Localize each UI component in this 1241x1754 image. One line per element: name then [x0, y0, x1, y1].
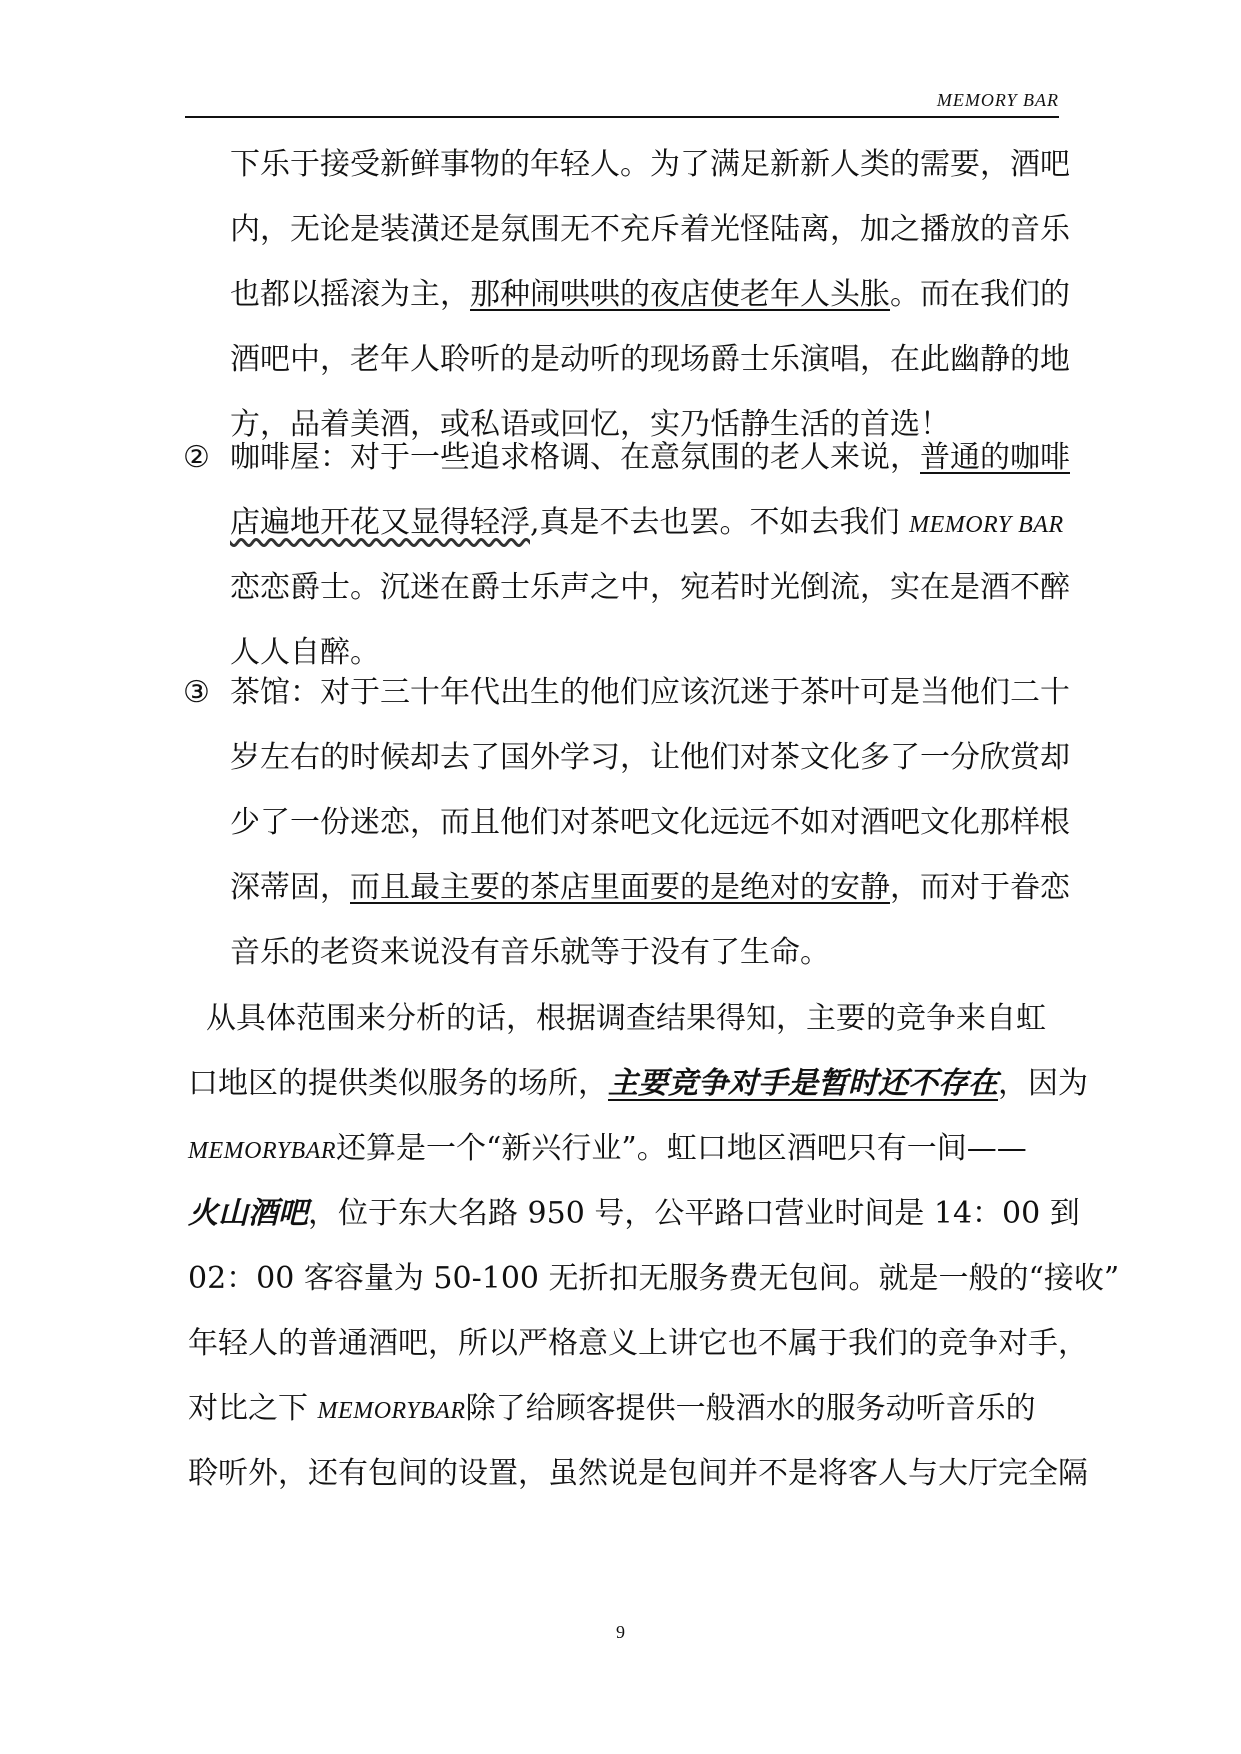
text-line: 从具体范围来分析的话，根据调查结果得知，主要的竞争来自虹	[206, 1001, 1046, 1036]
header-title: MEMORY BAR	[936, 90, 1059, 110]
text-line: 对比之下 MEMORYBAR除了给顾客提供一般酒水的服务动听音乐的	[188, 1391, 1036, 1426]
text-line: MEMORYBAR还算是一个“新兴行业”。虹口地区酒吧只有一间——	[188, 1131, 1027, 1166]
text-line: 也都以摇滚为主，那种闹哄哄的夜店使老年人头胀。而在我们的	[230, 277, 1070, 312]
brand-name: MEMORYBAR	[188, 1138, 337, 1164]
text-line: 岁左右的时候却去了国外学习，让他们对茶文化多了一分欣赏却	[230, 740, 1070, 775]
page-number: 9	[616, 1622, 625, 1642]
underlined-phrase: 普通的咖啡	[920, 440, 1070, 475]
text-line: 口地区的提供类似服务的场所，主要竞争对手是暂时还不存在，因为	[188, 1066, 1088, 1101]
text-line: 人人自醉。	[230, 635, 380, 670]
text-line: 内，无论是装潢还是氛围无不充斥着光怪陆离，加之播放的音乐	[230, 212, 1070, 247]
bar-name: 火山酒吧	[188, 1196, 308, 1231]
text-line: 酒吧中，老年人聆听的是动听的现场爵士乐演唱，在此幽静的地	[230, 342, 1070, 377]
text-line: 方，品着美酒，或私语或回忆，实乃恬静生活的首选！	[230, 407, 950, 442]
text-line: 02：00 客容量为 50-100 无折扣无服务费无包间。就是一般的“接收”	[188, 1261, 1120, 1296]
brand-name: MEMORYBAR	[317, 1398, 466, 1424]
paragraph-coffee-house	[230, 425, 1070, 685]
text-line: 音乐的老资来说没有音乐就等于没有了生命。	[230, 935, 830, 970]
text-line: 深蒂固，而且最主要的茶店里面要的是绝对的安静，而对于眷恋	[230, 870, 1070, 905]
emphasized-phrase: 主要竞争对手是暂时还不存在	[608, 1066, 998, 1101]
text-line: 恋恋爵士。沉迷在爵士乐声之中，宛若时光倒流，实在是酒不醉	[230, 570, 1070, 605]
text-line: 店遍地开花又显得轻浮,真是不去也罢。不如去我们 MEMORY BAR	[230, 505, 1064, 540]
header-rule	[185, 116, 1059, 118]
text-line: 聆听外，还有包间的设置，虽然说是包间并不是将客人与大厅完全隔	[188, 1456, 1088, 1491]
paragraph-tea-house	[230, 660, 1070, 985]
paragraph-bar-intro	[230, 132, 1070, 457]
underlined-phrase: 而且最主要的茶店里面要的是绝对的安静	[350, 870, 890, 905]
wavy-underlined-phrase: 店遍地开花又显得轻浮	[230, 505, 530, 540]
text-line: 咖啡屋：对于一些追求格调、在意氛围的老人来说，普通的咖啡	[230, 440, 1070, 475]
text-line: 火山酒吧，位于东大名路 950 号，公平路口营业时间是 14：00 到	[188, 1196, 1080, 1231]
text-line: 下乐于接受新鲜事物的年轻人。为了满足新新人类的需要，酒吧	[230, 147, 1070, 182]
list-marker-3: ③	[183, 675, 210, 710]
list-marker-2: ②	[183, 440, 210, 475]
text-line: 茶馆：对于三十年代出生的他们应该沉迷于茶叶可是当他们二十	[230, 675, 1070, 710]
text-line: 少了一份迷恋，而且他们对茶吧文化远远不如对酒吧文化那样根	[230, 805, 1070, 840]
brand-name: MEMORY BAR	[909, 512, 1064, 538]
text-line: 年轻人的普通酒吧，所以严格意义上讲它也不属于我们的竞争对手，	[188, 1326, 1088, 1361]
paragraph-competition	[188, 986, 1120, 1506]
underlined-phrase: 那种闹哄哄的夜店使老年人头胀	[470, 277, 890, 312]
